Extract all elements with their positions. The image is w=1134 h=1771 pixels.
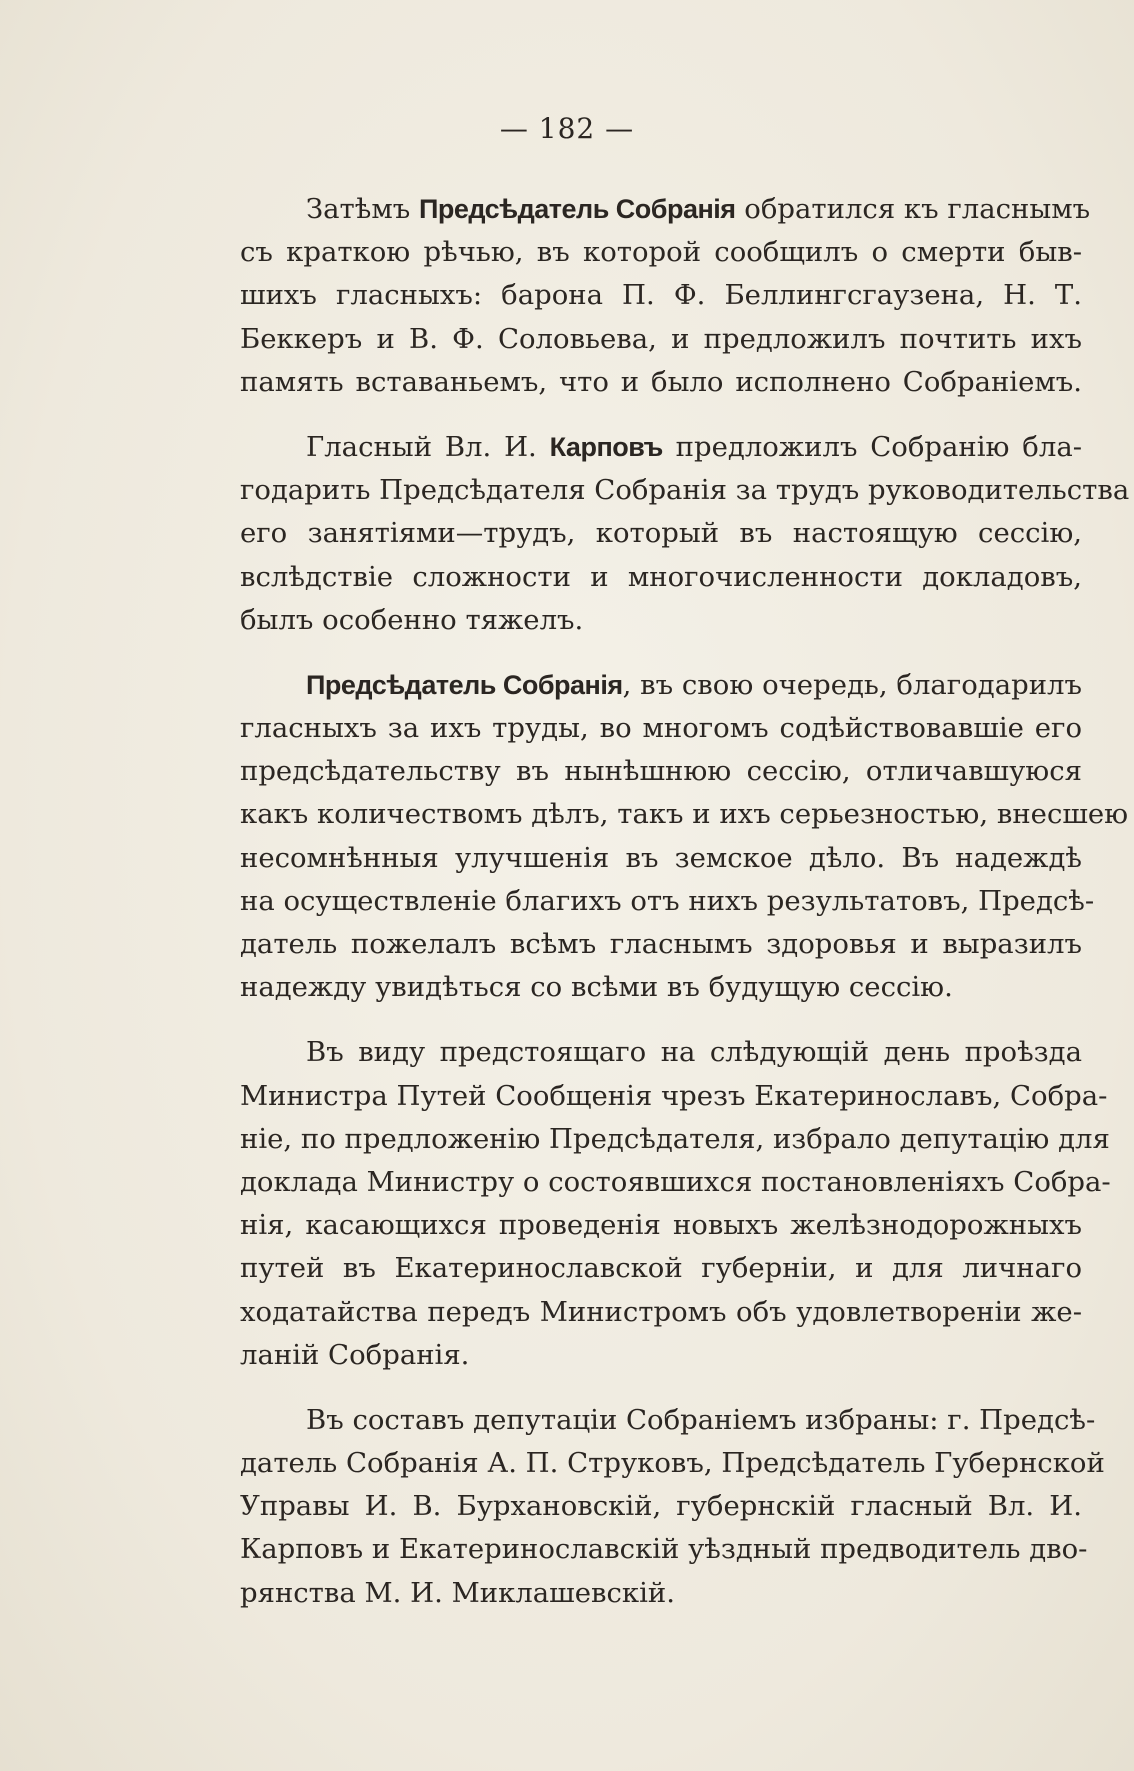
text-line: несомнѣнныя улучшенія въ земское дѣло. Въ надеждѣ <box>240 841 1082 874</box>
page-number: — 182 — <box>499 112 635 145</box>
text-line: съ краткою рѣчью, въ которой сообщилъ о смерти быв- <box>240 236 1082 269</box>
text-line: Министра Путей Сообщенія чрезъ Екатеринославъ, Собра- <box>240 1079 1108 1112</box>
text-line: былъ особенно тяжелъ. <box>240 603 584 636</box>
text-line: Въ виду предстоящаго на слѣдующій день проѣзда <box>306 1036 1082 1069</box>
paragraph-3 <box>240 664 1129 1010</box>
text-line: шихъ гласныхъ: барона П. Ф. Беллингсгаузена, Н. Т. <box>240 279 1082 312</box>
text-line: Карповъ и Екатеринославскій уѣздный предводитель дво- <box>240 1533 1088 1566</box>
text-line: доклада Министру о состоявшихся постановленіяхъ Собра- <box>240 1165 1111 1198</box>
text-line: память вставаньемъ, что и было исполнено Собраніемъ. <box>240 365 1082 398</box>
paragraph-1 <box>240 188 1091 404</box>
text-line: Управы И. В. Бурхановскій, губернскій гласный Вл. И. <box>240 1490 1082 1523</box>
text-line: Беккеръ и В. Ф. Соловьева, и предложилъ почтить ихъ <box>240 322 1082 355</box>
text-line: рянства М. И. Миклашевскій. <box>240 1576 675 1609</box>
text-line: Въ составъ депутаціи Собраніемъ избраны: г. Предсѣ- <box>306 1403 1096 1436</box>
text-line: Затѣмъ Предсѣдатель Собранія обратился къ гласнымъ <box>306 193 1091 225</box>
paragraph-5 <box>240 1399 1105 1615</box>
text-line: ходатайства передъ Министромъ объ удовлетвореніи же- <box>240 1295 1082 1328</box>
paragraph-2 <box>240 426 1130 642</box>
text-line: путей въ Екатеринославской губерніи, и для личнаго <box>240 1252 1082 1285</box>
text-line: ніе, по предложенію Предсѣдателя, избрало депутацію для <box>240 1122 1110 1155</box>
text-line: Гласный Вл. И. Карповъ предложилъ Собранію бла- <box>306 430 1082 463</box>
paragraph-4 <box>240 1031 1111 1377</box>
text-line: ланій Собранія. <box>240 1338 470 1371</box>
text-line: на осуществленіе благихъ отъ нихъ результатовъ, Предсѣ- <box>240 884 1095 917</box>
text-line: годарить Предсѣдателя Собранія за трудъ руководительства <box>240 474 1130 507</box>
text-line: Предсѣдатель Собранія, въ свою очередь, благодарилъ <box>306 668 1083 701</box>
text-line: вслѣдствіе сложности и многочисленности докладовъ, <box>240 560 1082 593</box>
body-text <box>240 188 1130 1637</box>
text-line: нія, касающихся проведенія новыхъ желѣзнодорожныхъ <box>240 1209 1082 1242</box>
text-line: датель Собранія А. П. Струковъ, Предсѣдатель Губернской <box>240 1447 1105 1480</box>
text-line: датель пожелалъ всѣмъ гласнымъ здоровья и выразилъ <box>240 928 1082 960</box>
text-line: гласныхъ за ихъ труды, во многомъ содѣйствовавшіе его <box>240 712 1082 745</box>
text-line: какъ количествомъ дѣлъ, такъ и ихъ серьезностью, внесшею <box>240 798 1129 831</box>
text-line: надежду увидѣться со всѣми въ будущую сессію. <box>240 971 953 1004</box>
text-line: предсѣдательству въ нынѣшнюю сессію, отличавшуюся <box>240 755 1082 788</box>
text-line: его занятіями—трудъ, который въ настоящую сессію, <box>240 517 1082 550</box>
